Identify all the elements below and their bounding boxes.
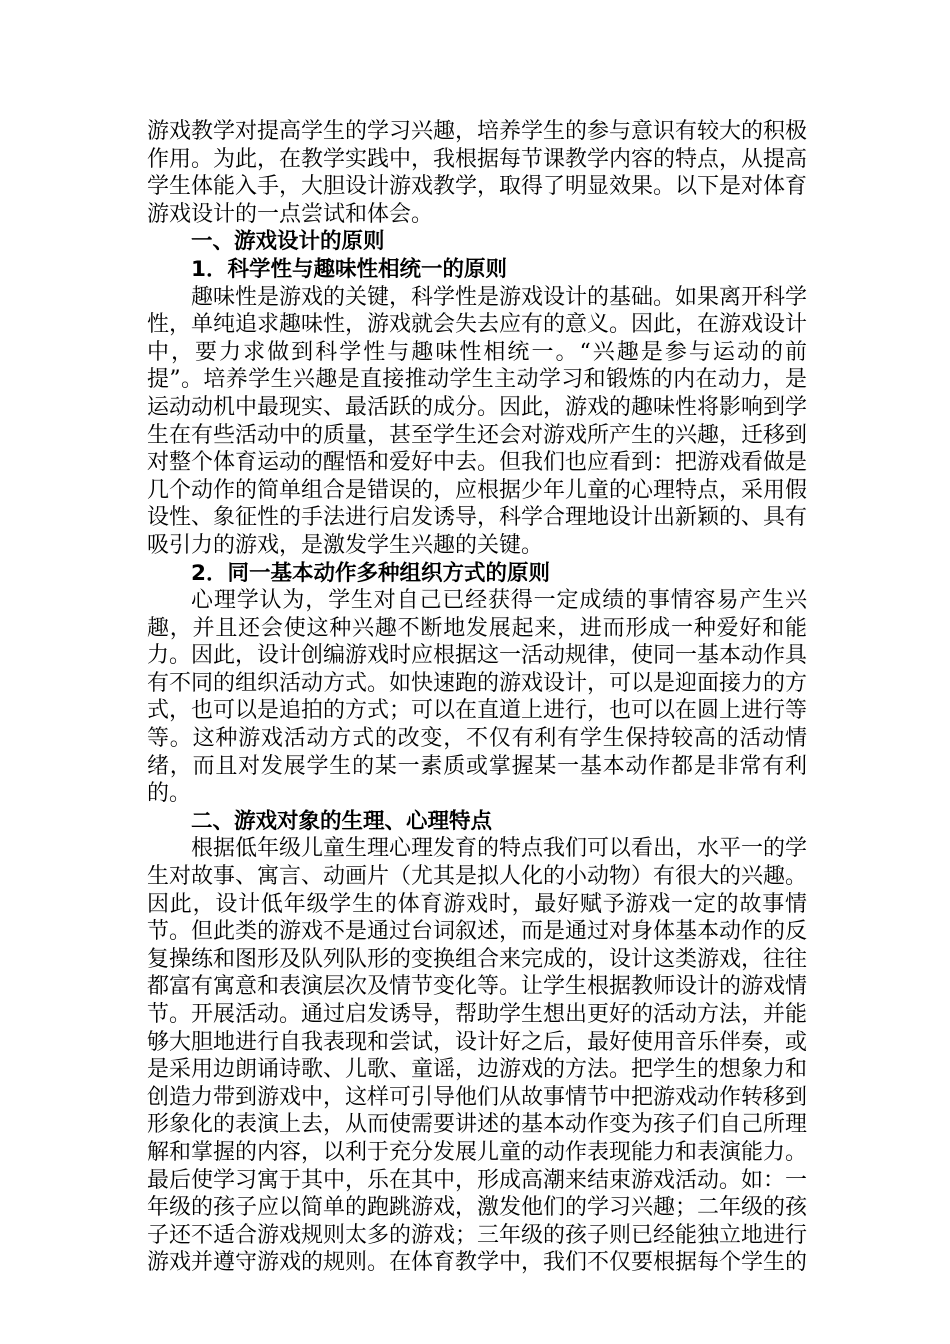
paragraph-scientific-fun: 趣味性是游戏的关键，科学性是游戏设计的基础。如果离开科学性，单纯追求趣味性，游戏就会失去应有的意义。因此，在游戏设计中，要力求做到科学性与趣味性相统一。“兴趣是参与运动的前提”。培养学生兴趣是直接推动学生主动学习和锻炼的内在动力，是运动动机中最现实、最活跃的成分。因此，游戏的趣味性将影响到学生在有些活动中的质量，甚至学生还会对游戏所产生的兴趣，迁移到对整个体育运动的醒悟和爱好中去。但我们也应看到：把游戏看做是几个动作的简单组合是错误的，应根据少年儿童的心理特点，采用假设性、象征性的手法进行启发诱导，科学合理地设计出新颖的、具有吸引力的游戏，是激发学生兴趣的关键。 [147,284,808,558]
document-body [147,118,807,1277]
subheading-organization-modes: 2．同一基本动作多种组织方式的原则 [191,560,550,586]
subheading-scientific-fun: 1．科学性与趣味性相统一的原则 [191,256,507,282]
section-heading-characteristics: 二、游戏对象的生理、心理特点 [191,808,493,834]
paragraph-characteristics: 根据低年级儿童生理心理发育的特点我们可以看出，水平一的学生对故事、寓言、动画片（尤其是拟人化的小动物）有很大的兴趣。因此，设计低年级学生的体育游戏时，最好赋予游戏一定的故事情节。但此类的游戏不是通过台词叙述，而是通过对身体基本动作的反复操练和图形及队列队形的变换组合来完成的，设计这类游戏，往往都富有寓意和表演层次及情节变化等。让学生根据教师设计的游戏情节。开展活动。通过启发诱导，帮助学生想出更好的活动方法，并能够大胆地进行自我表现和尝试，设计好之后，最好使用音乐伴奏，或是采用边朗诵诗歌、儿歌、童谣，边游戏的方法。把学生的想象力和创造力带到游戏中，这样可引导他们从故事情节中把游戏动作转移到形象化的表演上去，从而使需要讲述的基本动作变为孩子们自己所理解和掌握的内容，以利于充分发展儿童的动作表现能力和表演能力。最后使学习寓于其中，乐在其中，形成高潮来结束游戏活动。如：一年级的孩子应以简单的跑跳游戏，激发他们的学习兴趣；二年级的孩子还不适合游戏规则太多的游戏；三年级的孩子则已经能独立地进行游戏并遵守游戏的规则。在体育教学中，我们不仅要根据每个学生的 [147,836,808,1276]
paragraph-organization-modes: 心理学认为，学生对自己已经获得一定成绩的事情容易产生兴趣，并且还会使这种兴趣不断地发展起来，进而形成一种爱好和能力。因此，设计创编游戏时应根据这一活动规律，使同一基本动作具有不同的组织活动方式。如快速跑的游戏设计，可以是迎面接力的方式，也可以是追拍的方式；可以在直道上进行，也可以在圆上进行等等。这种游戏活动方式的改变，不仅有利有学生保持较高的活动情绪，而且对发展学生的某一素质或掌握某一基本动作都是非常有利的。 [147,588,808,807]
section-heading-principles: 一、游戏设计的原则 [191,229,385,255]
intro-paragraph: 游戏教学对提高学生的学习兴趣，培养学生的参与意识有较大的积极作用。为此，在教学实践中，我根据每节课教学内容的特点，从提高学生体能入手，大胆设计游戏教学，取得了明显效果。以下是对体育游戏设计的一点尝试和体会。 [147,119,808,227]
